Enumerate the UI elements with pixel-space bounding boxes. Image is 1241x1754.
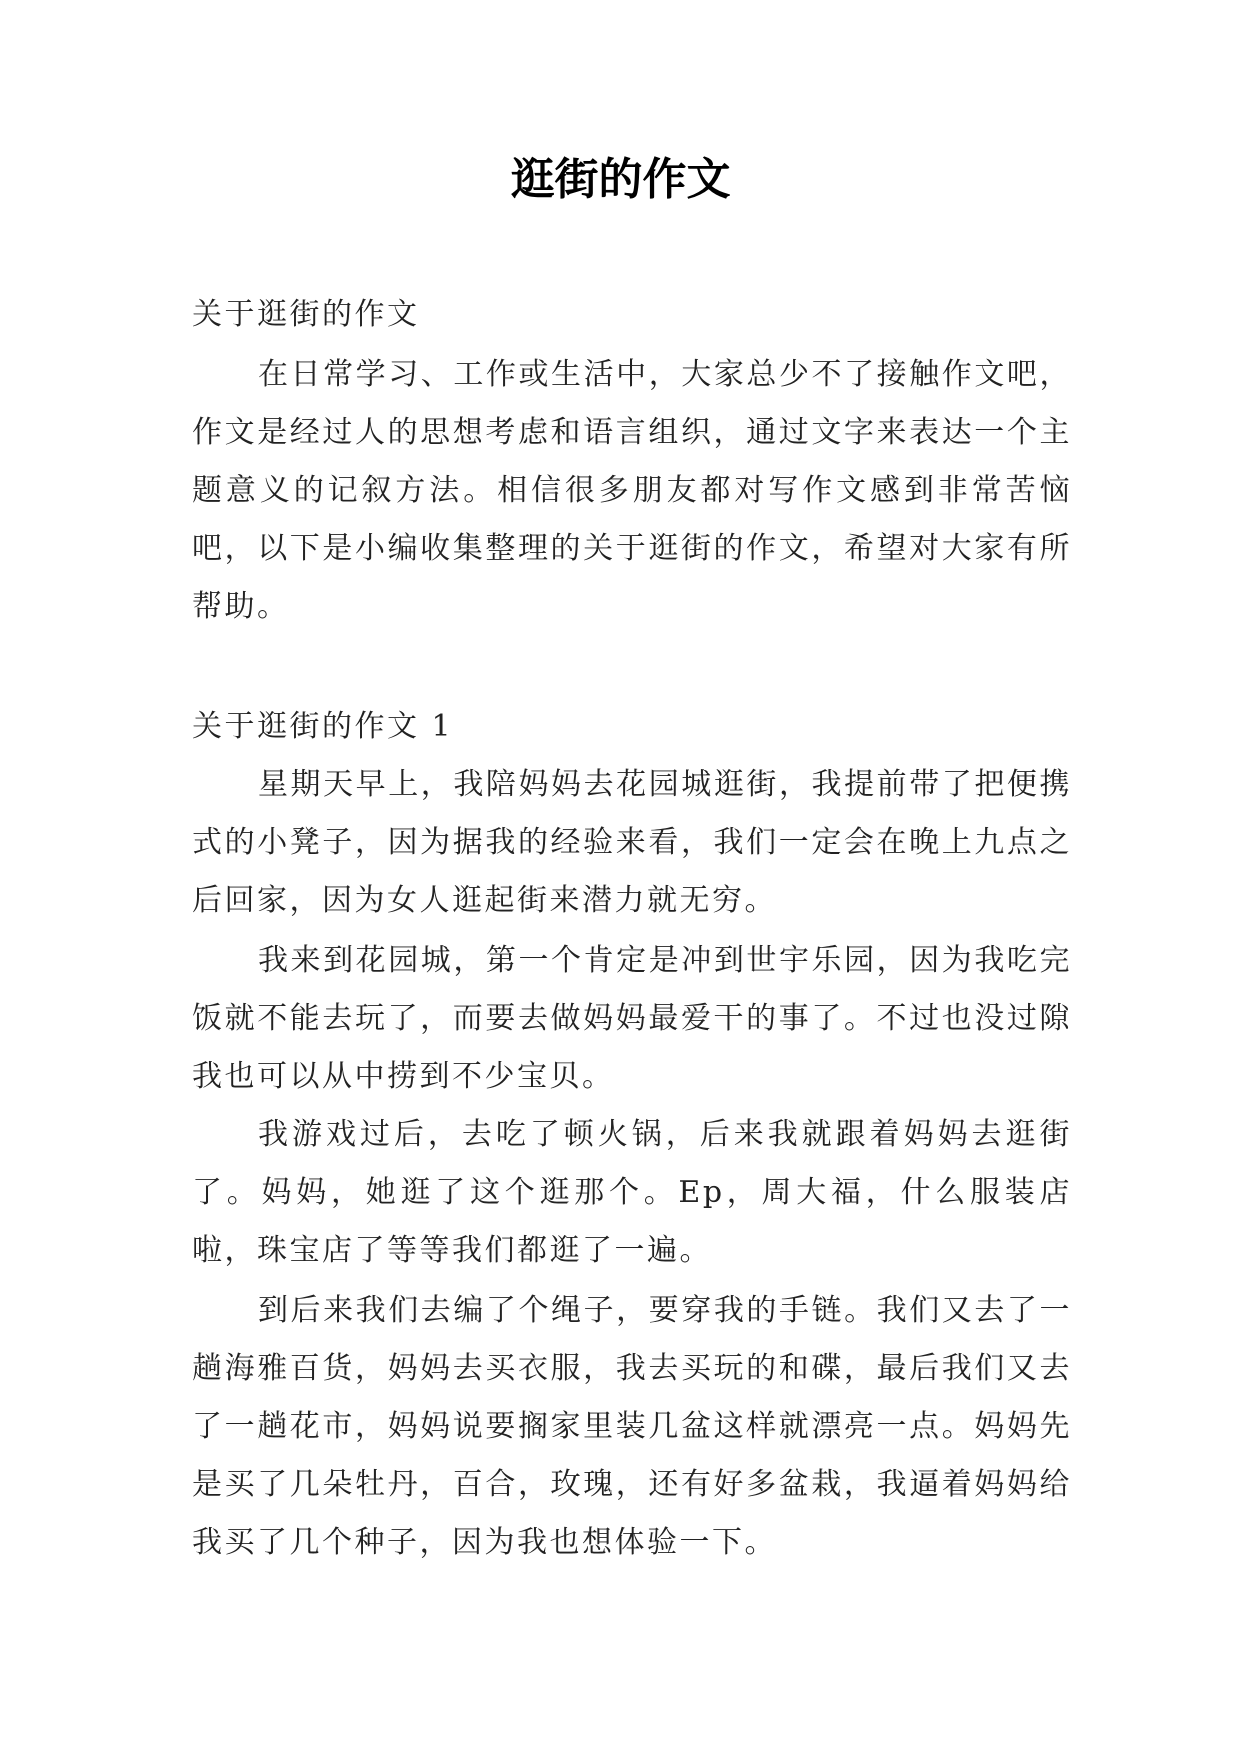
document-title: 逛街的作文 — [510, 154, 731, 205]
intro-heading: 关于逛街的作文 — [192, 297, 420, 332]
intro-paragraph: 在日常学习、工作或生活中，大家总少不了接触作文吧，作文是经过人的思想考虑和语言组织，通过文字来表达一个主题意义的记叙方法。相信很多朋友都对写作文感到非常苦恼吧，以下是小编收集整理的关于逛街的作文，希望对大家有所帮助。 — [192, 357, 1072, 624]
essay-paragraph: 星期天早上，我陪妈妈去花园城逛街，我提前带了把便携式的小凳子，因为据我的经验来看，我们一定会在晚上九点之后回家，因为女人逛起街来潜力就无穷。 — [192, 767, 1072, 918]
essay-paragraph: 我来到花园城，第一个肯定是冲到世宇乐园，因为我吃完饭就不能去玩了，而要去做妈妈最爱干的事了。不过也没过隙我也可以从中捞到不少宝贝。 — [192, 943, 1072, 1094]
essay-heading: 关于逛街的作文 1 — [192, 709, 454, 744]
essay-paragraph: 我游戏过后，去吃了顿火锅，后来我就跟着妈妈去逛街了。妈妈，她逛了这个逛那个。Ep，周大福，什么服装店啦，珠宝店了等等我们都逛了一遍。 — [192, 1117, 1072, 1268]
essay-paragraph: 到后来我们去编了个绳子，要穿我的手链。我们又去了一趟海雅百货，妈妈去买衣服，我去买玩的和碟，最后我们又去了一趟花市，妈妈说要搁家里装几盆这样就漂亮一点。妈妈先是买了几朵牡丹，百合，玫瑰，还有好多盆栽，我逼着妈妈给我买了几个种子，因为我也想体验一下。 — [192, 1293, 1072, 1560]
